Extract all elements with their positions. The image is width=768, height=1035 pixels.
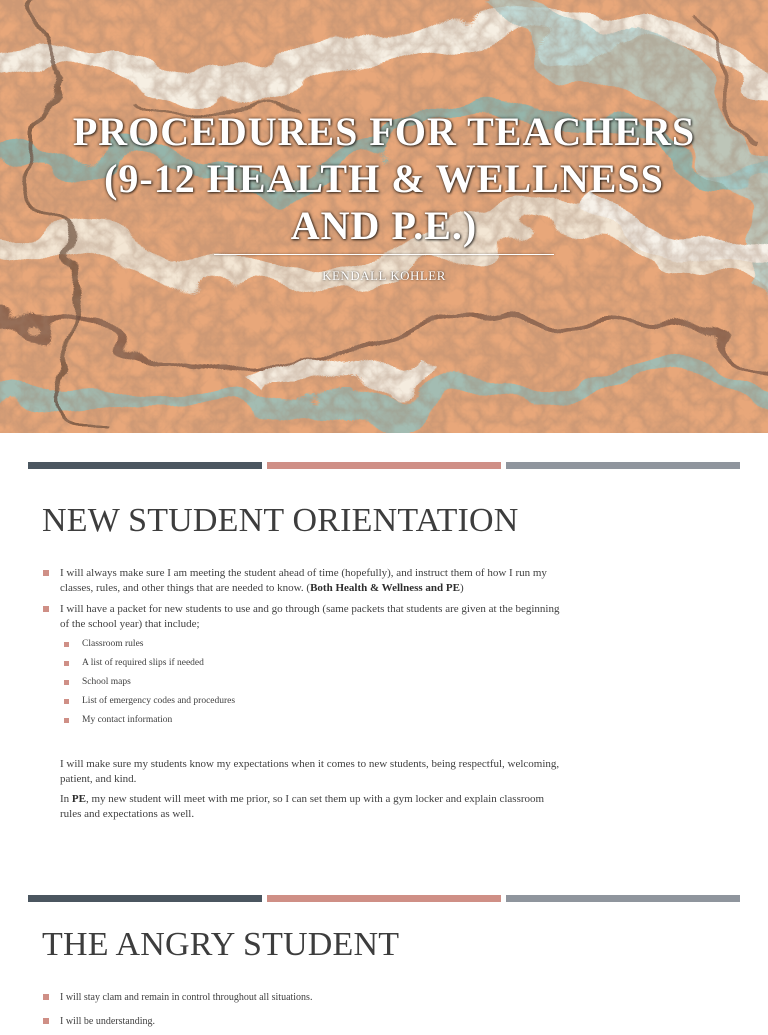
bullet-square-icon — [43, 1018, 49, 1024]
bullet-square-icon — [64, 642, 69, 647]
presentation-title — [0, 108, 768, 249]
angry-student-content — [42, 990, 562, 1035]
sub-list-item: School maps — [42, 676, 562, 689]
bullet-item: I will always make sure I am meeting the student ahead of time (hopefully), and instruct them of how I run my classes, rules, and other things that are needed to know. (Both Health & Wellness and PE) — [42, 566, 562, 596]
title-line-3: AND P.E.) — [290, 203, 478, 248]
title-line-2: (9-12 HEALTH & WELLNESS — [104, 156, 664, 201]
slide-accent-bars — [28, 895, 740, 902]
bullet-item: I will stay clam and remain in control throughout all situations. — [42, 990, 562, 1005]
slide-heading-orientation: NEW STUDENT ORIENTATION — [42, 502, 519, 539]
sub-list-item: List of emergency codes and procedures — [42, 695, 562, 708]
bullet-item: I will be understanding. — [42, 1014, 562, 1029]
slide-heading-angry-student: THE ANGRY STUDENT — [42, 926, 400, 963]
sub-list-item: My contact information — [42, 714, 562, 727]
title-divider — [214, 254, 554, 255]
sub-list-item: A list of required slips if needed — [42, 657, 562, 670]
sub-list-item: Classroom rules — [42, 638, 562, 651]
slide-accent-bars — [28, 462, 740, 469]
accent-bar-rose — [267, 462, 501, 469]
accent-bar-gray — [506, 462, 740, 469]
bullet-square-icon — [43, 606, 49, 612]
title-line-1: PROCEDURES FOR TEACHERS — [72, 109, 696, 154]
bullet-item: I will have a packet for new students to use and go through (same packets that students are given at the beginning of the school year) that include; — [42, 602, 562, 632]
accent-bar-dark — [28, 462, 262, 469]
bullet-square-icon — [43, 570, 49, 576]
accent-bar-rose — [267, 895, 501, 902]
bullet-square-icon — [64, 699, 69, 704]
bullet-square-icon — [64, 680, 69, 685]
pe-paragraph: In PE, my new student will meet with me prior, so I can set them up with a gym locker and explain classroom rules and expectations as well. — [60, 793, 545, 820]
title-slide — [0, 0, 768, 433]
accent-bar-dark — [28, 895, 262, 902]
bullet-square-icon — [64, 661, 69, 666]
accent-bar-gray — [506, 895, 740, 902]
bullet-square-icon — [64, 718, 69, 723]
orientation-content — [42, 566, 562, 827]
expectations-paragraph: I will make sure my students know my expectations when it comes to new students, being respectful, welcoming, patient, and kind. — [60, 758, 560, 785]
presentation-author: KENDALL KOHLER — [322, 268, 446, 283]
bullet-square-icon — [43, 994, 49, 1000]
